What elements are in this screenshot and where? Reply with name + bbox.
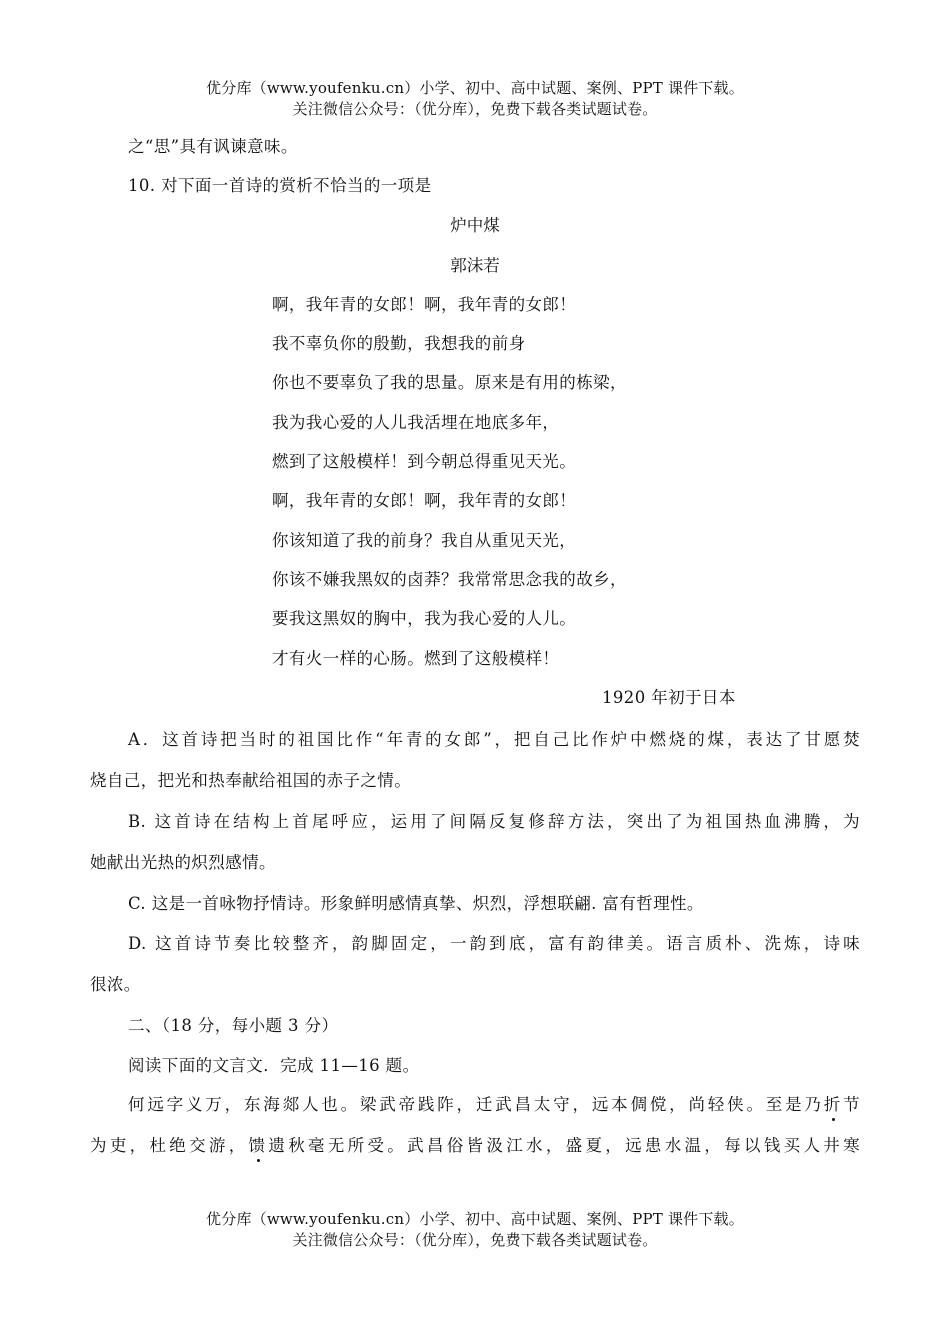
poem-title: 炉中煤 <box>450 216 500 235</box>
prev-answer-tail: 之“思”具有讽谏意味。 <box>128 137 298 156</box>
poem-line: 要我这黑奴的胸中，我为我心爱的人儿。 <box>272 609 577 628</box>
poem-line: 我为我心爱的人儿我活埋在地底多年， <box>272 413 560 432</box>
poem-line: 我不辜负你的殷勤，我想我的前身 <box>272 334 526 353</box>
option-c: C. 这是一首咏物抒情诗。形象鲜明感情真挚、炽烈，浮想联翩. 富有哲理性。 <box>128 894 704 913</box>
question-10-stem: 10. 对下面一首诗的赏析不恰当的一项是 <box>128 176 432 195</box>
poem-author: 郭沫若 <box>450 256 500 275</box>
poem-date: 1920 年初于日本 <box>602 688 736 707</box>
option-b-line-1: B. 这首诗在结构上首尾呼应，运用了间隔反复修辞方法，突出了为祖国热血沸腾，为 <box>128 812 860 831</box>
poem-line: 啊，我年青的女郎！啊，我年青的女郎！ <box>272 295 577 314</box>
poem-line: 你该不嫌我黑奴的卤莽？我常常思念我的故乡， <box>272 570 627 589</box>
classical-text-segment: 何远字义万，东海郯人也。梁武帝践阼，迁武昌太守，远本倜傥，尚轻侠。至是乃 <box>128 1095 824 1114</box>
dotted-character: 馈 <box>248 1136 269 1155</box>
poem-line: 燃到了这般模样！到今朝总得重见天光。 <box>272 452 577 471</box>
poem-line: 才有火一样的心肠。燃到了这般模样！ <box>272 649 560 668</box>
option-d-line-1: D. 这首诗节奏比较整齐，韵脚固定，一韵到底，富有韵律美。语言质朴、洗炼，诗味 <box>128 934 860 953</box>
dotted-character: 折 <box>823 1095 844 1114</box>
option-d-line-2: 很浓。 <box>90 975 141 994</box>
option-a-line-2: 烧自己，把光和热奉献给祖国的赤子之情。 <box>90 771 412 790</box>
header-line-2: 关注微信公众号：（优分库），免费下载各类试题试卷。 <box>292 100 658 118</box>
footer-line-1: 优分库（www.youfenku.cn）小学、初中、高中试题、案例、PPT 课件下载。 <box>206 1210 744 1228</box>
page-footer <box>0 1209 950 1251</box>
page-header <box>0 78 950 120</box>
option-b-line-2: 她献出光热的炽烈感情。 <box>90 853 276 872</box>
classical-text-segment: 遗秋毫无所受。武昌俗皆汲江水，盛夏，远患水温，每以钱买人井寒 <box>268 1136 861 1155</box>
classical-text-segment: 节 <box>843 1095 860 1114</box>
poem-line: 你该知道了我的前身？我自从重见天光， <box>272 531 577 550</box>
poem-line: 啊，我年青的女郎！啊，我年青的女郎！ <box>272 491 577 510</box>
reading-instruction: 阅读下面的文言文．完成 11—16 题。 <box>128 1056 420 1075</box>
classical-text-segment: 为吏，杜绝交游， <box>90 1136 249 1155</box>
classical-text-line-2 <box>90 1135 860 1157</box>
poem-line: 你也不要辜负了我的思量。原来是有用的栋梁， <box>272 373 627 392</box>
header-line-1: 优分库（www.youfenku.cn）小学、初中、高中试题、案例、PPT 课件下载。 <box>206 79 744 97</box>
option-a-line-1: A．这首诗把当时的祖国比作“年青的女郎”，把自己比作炉中燃烧的煤，表达了甘愿焚 <box>128 730 860 749</box>
section-2-heading: 二、（18 分，每小题 3 分） <box>128 1016 339 1035</box>
footer-line-2: 关注微信公众号：（优分库），免费下载各类试题试卷。 <box>292 1231 658 1249</box>
classical-text-line-1 <box>128 1094 860 1116</box>
